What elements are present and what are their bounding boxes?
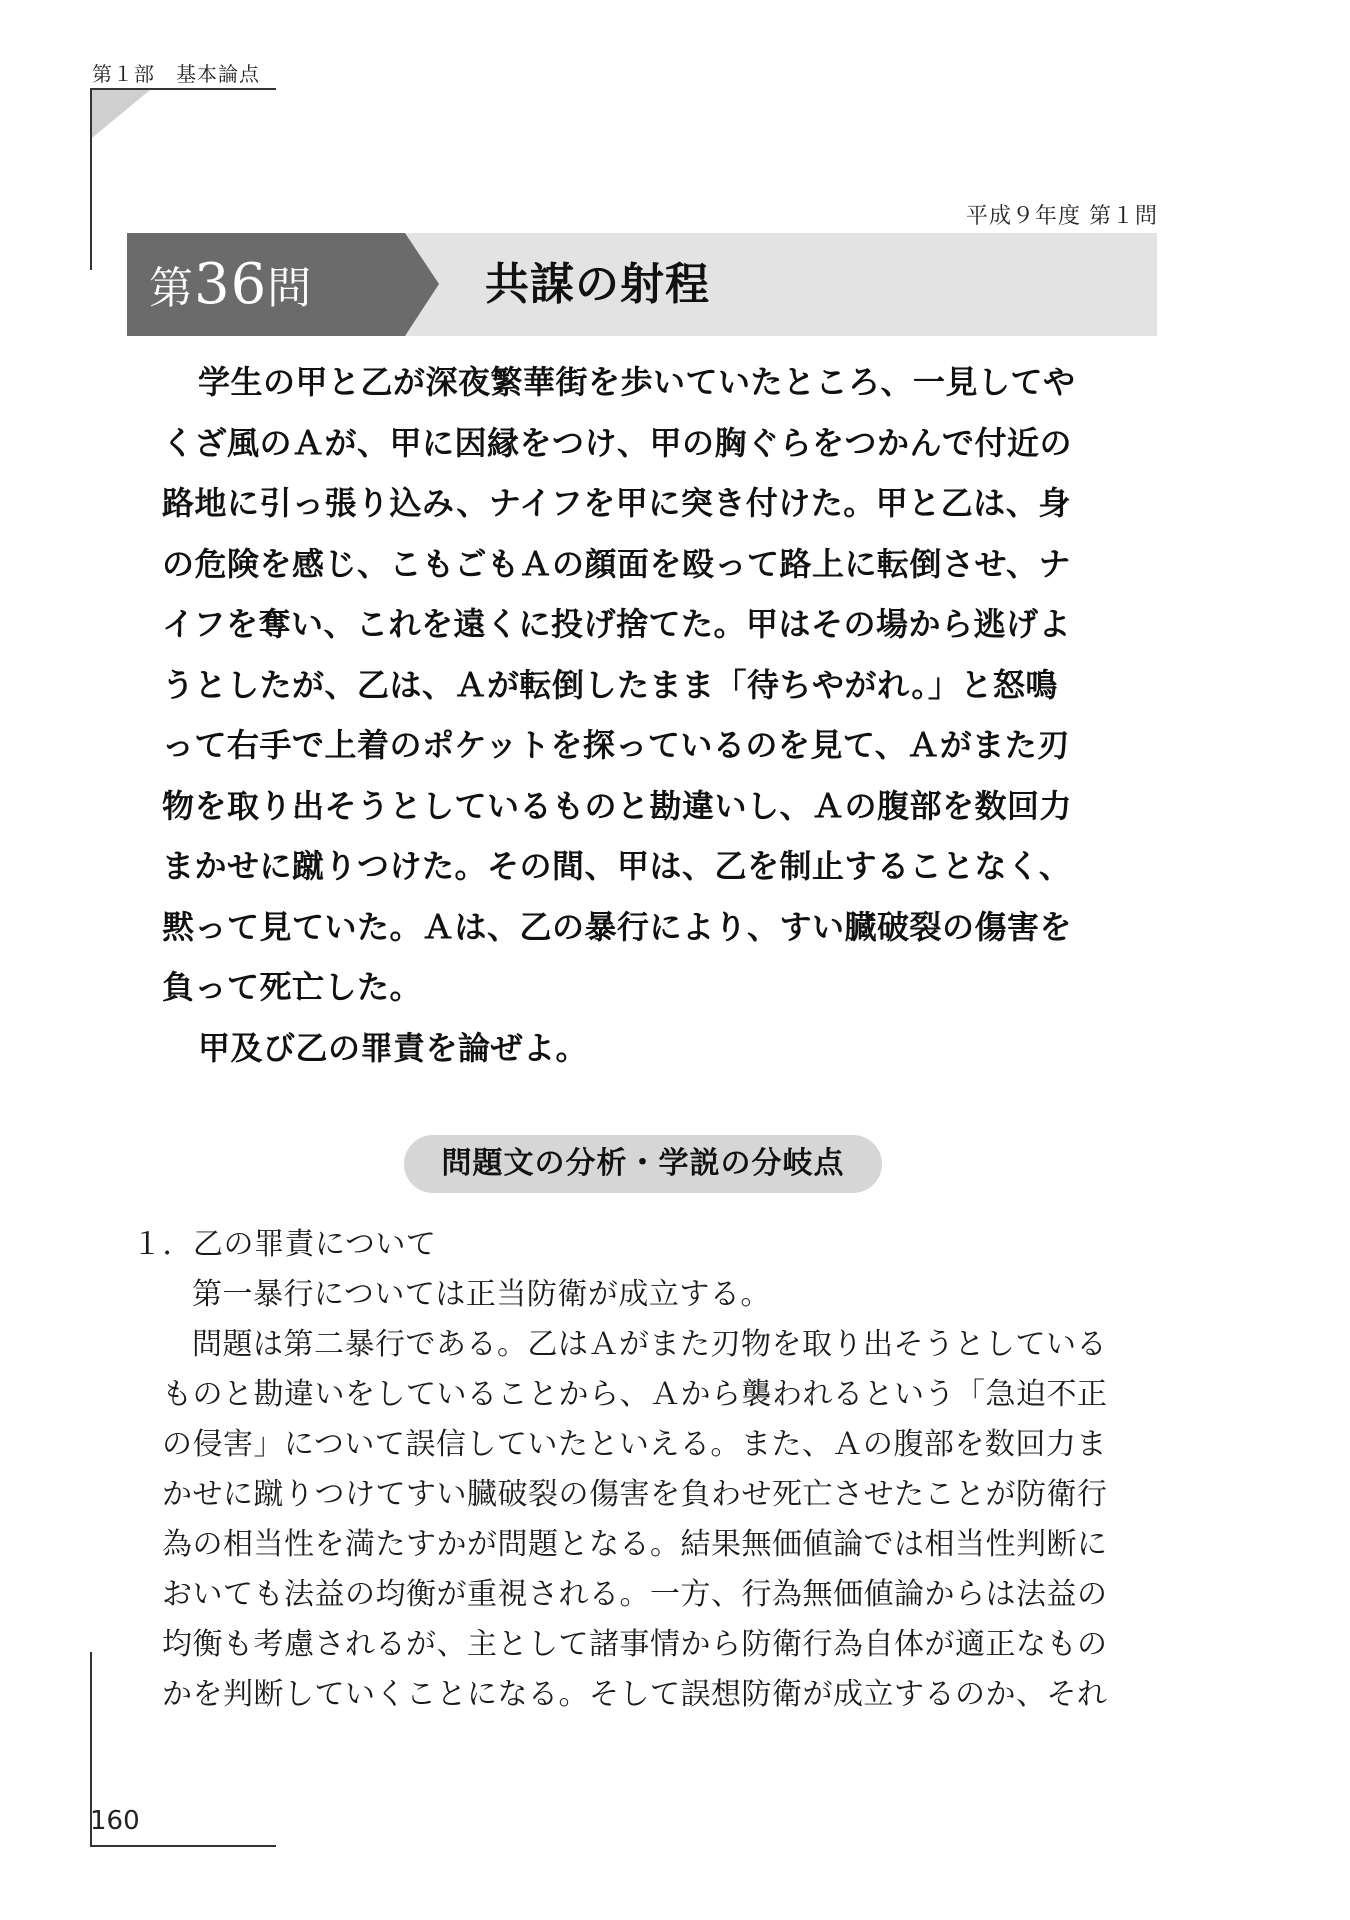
question-text bbox=[162, 352, 1122, 1078]
page-number: 160 bbox=[90, 1806, 140, 1836]
question-number-suffix: 問 bbox=[267, 263, 313, 314]
running-header: 第１部 基本論点 bbox=[92, 62, 260, 86]
section-heading: 問題文の分析・学説の分岐点 bbox=[404, 1135, 882, 1193]
analysis-text bbox=[132, 1220, 1152, 1720]
question-number-prefix: 第 bbox=[149, 263, 194, 314]
question-line: 路地に引っ張り込み、ナイフを甲に突き付けた。甲と乙は、身 bbox=[162, 484, 1071, 522]
source-reference: 平成９年度 第１問 bbox=[966, 204, 1158, 229]
question-line: 黙って見ていた。Ａは、乙の暴行により、すい臓破裂の傷害を bbox=[162, 907, 1073, 946]
question-instruction: 甲及び乙の罪責を論ぜよ。 bbox=[198, 1028, 589, 1067]
analysis-line: かを判断していくことになる。そして誤想防衛が成立するのか、それ bbox=[162, 1677, 1108, 1712]
question-line: イフを奪い、これを遠くに投げ捨てた。甲はその場から逃げよ bbox=[162, 605, 1072, 643]
analysis-line: 為の相当性を満たすかが問題となる。結果無価値論では相当性判断に bbox=[162, 1527, 1108, 1562]
analysis-line: 問題は第二暴行である。乙はＡがまた刃物を取り出そうとしている bbox=[192, 1327, 1107, 1362]
question-line: 学生の甲と乙が深夜繁華街を歩いていたところ、一見してや bbox=[198, 363, 1076, 401]
question-line: うとしたが、乙は、Ａが転倒したまま「待ちやがれ。」と怒鳴 bbox=[162, 665, 1058, 704]
analysis-line: 第一暴行については正当防衛が成立する。 bbox=[192, 1277, 771, 1312]
question-title: 共謀の射程 bbox=[485, 259, 710, 310]
analysis-line: かせに蹴りつけてすい臓破裂の傷害を負わせ死亡させたことが防衛行 bbox=[162, 1477, 1108, 1512]
question-number bbox=[149, 233, 312, 340]
question-number-value: 36 bbox=[194, 252, 268, 317]
analysis-line: 均衡も考慮されるが、主として諸事情から防衛行為自体が適正なもの bbox=[162, 1627, 1108, 1662]
question-line: 負って死亡した。 bbox=[162, 968, 423, 1006]
analysis-line: おいても法益の均衡が重視される。一方、行為無価値論からは法益の bbox=[162, 1577, 1108, 1612]
question-line: まかせに蹴りつけた。その間、甲は、乙を制止することなく、 bbox=[162, 847, 1072, 885]
question-line: の危険を感じ、こもごもＡの顔面を殴って路上に転倒させ、ナ bbox=[162, 544, 1072, 583]
analysis-item-heading: １．乙の罪責について bbox=[132, 1227, 437, 1262]
corner-triangle-decoration bbox=[92, 90, 150, 138]
question-line: くざ風のＡが、甲に因縁をつけ、甲の胸ぐらをつかんで付近の bbox=[162, 423, 1073, 462]
footer-rule bbox=[90, 1845, 276, 1847]
analysis-line: ものと勘違いをしていることから、Ａから襲われるという「急迫不正 bbox=[162, 1377, 1108, 1412]
analysis-line: の侵害」について誤信していたといえる。また、Ａの腹部を数回力ま bbox=[162, 1427, 1107, 1462]
question-line: 物を取り出そうとしているものと勘違いし、Ａの腹部を数回力 bbox=[162, 786, 1073, 825]
question-title-bar bbox=[127, 233, 1157, 336]
question-line: って右手で上着のポケットを探っているのを見て、Ａがまた刃 bbox=[162, 726, 1070, 764]
